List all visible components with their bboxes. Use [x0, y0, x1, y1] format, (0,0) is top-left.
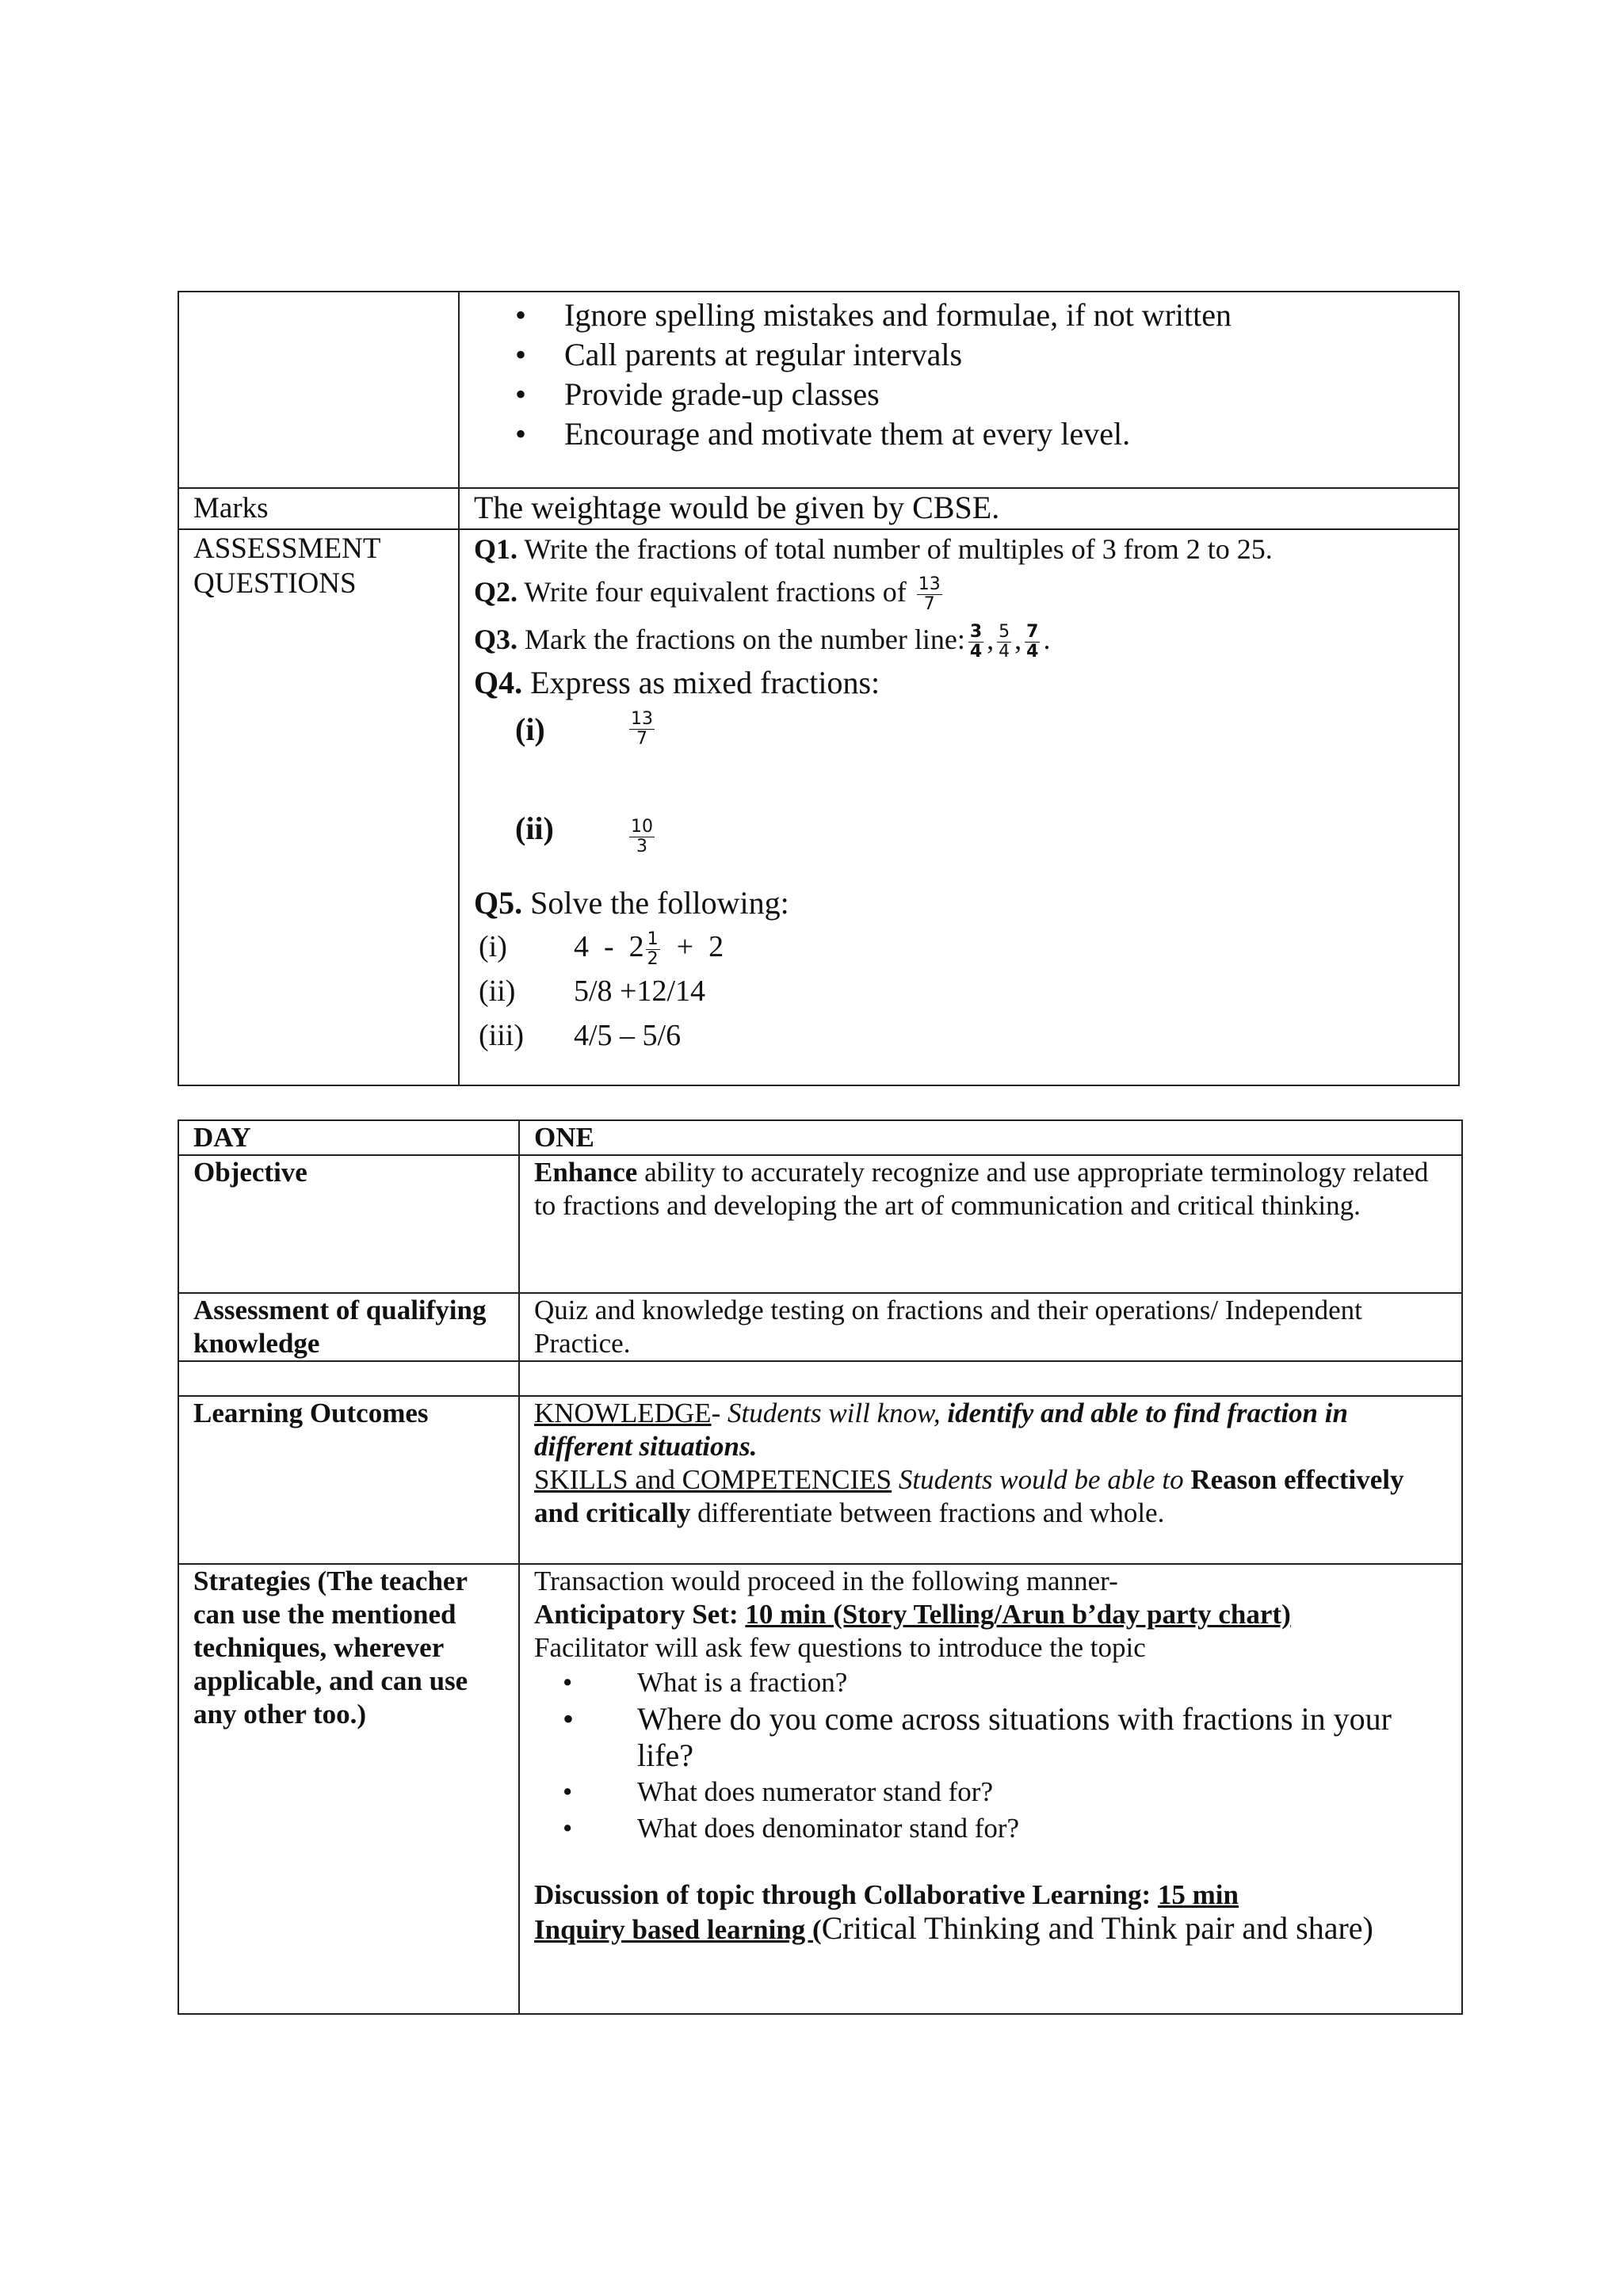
- strategies-row: [178, 1564, 1462, 2014]
- learning-outcomes-row: [178, 1396, 1462, 1564]
- fraction: $\frac{7}{4}$: [1026, 622, 1039, 662]
- day-label: DAY: [178, 1120, 519, 1155]
- list-item: • What is a fraction?: [534, 1665, 1447, 1701]
- day-row: [178, 1120, 1462, 1155]
- fraction: $\frac{5}{4}$: [999, 622, 1010, 662]
- assessment-questions-row: [178, 529, 1459, 1085]
- fraction: $\frac{13}{7}$: [918, 574, 941, 615]
- assessment-row: [178, 1293, 1462, 1361]
- question-1: Q1. Write the fractions of total number of multiples of 3 from 2 to 25.: [474, 533, 1273, 565]
- list-item: • Provide grade-up classes: [460, 375, 1458, 414]
- question-2: Q2. Write four equivalent fractions of $\frac{13}{7}$: [474, 574, 941, 615]
- question-3: Q3. Mark the fractions on the number line: $\frac{3}{4}$ , $\frac{5}{4}$ , $\frac{7}{4}$ .: [474, 622, 1051, 662]
- strategies-value: Transaction would proceed in the following manner- Anticipatory Set: 10 min (Story Telling/Arun b’day party chart) Facilitator will ask few questions to introduce the topic • What is a fraction? • Where do you come across situations with fractions in your life? • What does numerator stand for? • What does denominator stand for? Discussion of topic through Collaborative Learning: 15 min Inquiry based learning (Critical Thinking and Think pair and share): [519, 1564, 1462, 2014]
- question-5: Q5. Solve the following:: [474, 885, 789, 921]
- assessment-label: ASSESSMENT QUESTIONS: [178, 529, 459, 1085]
- q4-item: (i) $\frac{13}{7}$: [515, 708, 653, 749]
- day-value: ONE: [519, 1120, 1462, 1155]
- remedial-list: [460, 292, 1458, 487]
- marks-label: Marks: [178, 488, 459, 529]
- fraction: $\frac{10}{3}$: [631, 817, 653, 856]
- list-item: • Encourage and motivate them at every level.: [460, 414, 1458, 454]
- list-item: • Ignore spelling mistakes and formulae, if not written: [460, 296, 1458, 335]
- marks-row: [178, 488, 1459, 529]
- objective-value: Enhance ability to accurately recognize and use appropriate terminology related to fractions and developing the art of communication and critical thinking.: [519, 1155, 1462, 1293]
- objective-row: [178, 1155, 1462, 1293]
- learning-outcomes-label: Learning Outcomes: [178, 1396, 519, 1564]
- assessment-value: Quiz and knowledge testing on fractions and their operations/ Independent Practice.: [519, 1293, 1462, 1361]
- intro-questions-list: [534, 1665, 1447, 1847]
- q4-item: (ii) $\frac{10}{3}$: [515, 810, 653, 856]
- assessment-table: [178, 291, 1460, 1086]
- fraction: $\frac{1}{2}$: [647, 929, 659, 969]
- empty-cell: [178, 292, 459, 488]
- question-4: Q4. Express as mixed fractions:: [474, 665, 880, 700]
- remedial-row: [178, 292, 1459, 488]
- list-item: • What does denominator stand for?: [534, 1810, 1447, 1847]
- learning-outcomes-value: KNOWLEDGE- Students will know, identify and able to find fraction in different situations. SKILLS and COMPETENCIES Students would be able to Reason effectively and critically differentiate between fractions and whole.: [519, 1396, 1462, 1564]
- spacer-row: [178, 1361, 1462, 1396]
- q5-item: (ii) 5/8 +12/14: [479, 974, 706, 1008]
- strategies-label: Strategies (The teacher can use the mentioned techniques, wherever applicable, and can use any other too.): [178, 1564, 519, 2014]
- list-item: • Call parents at regular intervals: [460, 335, 1458, 375]
- fraction: $\frac{3}{4}$: [969, 622, 983, 662]
- list-item: • What does numerator stand for?: [534, 1774, 1447, 1810]
- q5-item: (iii) 4/5 – 5/6: [479, 1019, 682, 1052]
- lesson-plan-table: [178, 1119, 1463, 2015]
- list-item: • Where do you come across situations with fractions in your life?: [534, 1701, 1447, 1774]
- assessment-label: Assessment of qualifying knowledge: [178, 1293, 519, 1361]
- questions-cell: [459, 529, 1459, 1085]
- objective-label: Objective: [178, 1155, 519, 1293]
- fraction: $\frac{13}{7}$: [631, 708, 653, 749]
- remedial-cell: [459, 292, 1459, 488]
- marks-value: The weightage would be given by CBSE.: [459, 488, 1459, 529]
- q5-item: (i) 4 - 2 $\frac{1}{2}$ + 2: [479, 929, 724, 969]
